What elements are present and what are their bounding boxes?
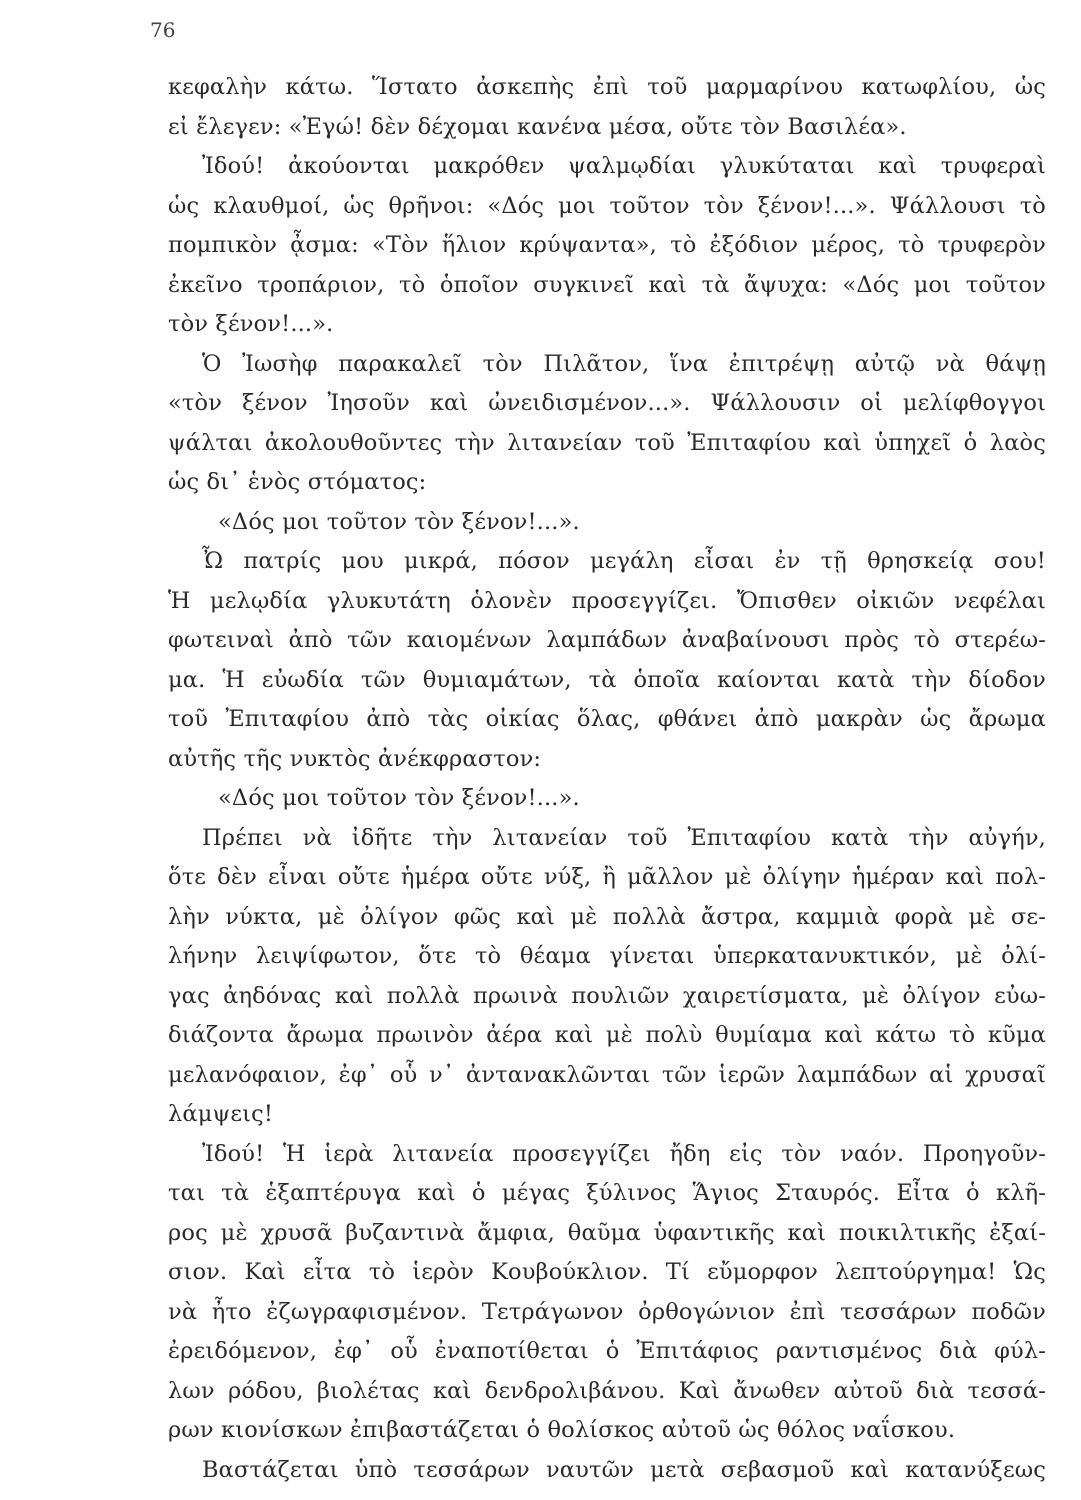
text-line: κεφαλὴν κάτω. Ἵστατο ἀσκεπὴς ἐπὶ τοῦ μαρμαρίνου κατωφλίου, ὡς <box>168 74 1046 100</box>
text-line: τοῦ Ἐπιταφίου ἀπὸ τὰς οἰκίας ὅλας, φθάνει ἀπὸ μακρὰν ὡς ἄρωμα <box>168 706 1046 732</box>
text-line: ρος μὲ χρυσᾶ βυζαντινὰ ἄμφια, θαῦμα ὑφαντικῆς καὶ ποικιλτικῆς ἐξαί- <box>168 1219 1046 1246</box>
text-line: εἰ ἔλεγεν: «Ἐγώ! δὲν δέχομαι κανένα μέσα, οὔτε τὸν Βασιλέα». <box>168 113 907 140</box>
text-line: Ἰδού! Ἡ ἱερὰ λιτανεία προσεγγίζει ἤδη εἰς τὸν ναόν. Προηγοῦν- <box>202 1140 1046 1167</box>
text-line: φωτειναὶ ἀπὸ τῶν καιομένων λαμπάδων ἀναβαίνουσι πρὸς τὸ στερέω- <box>168 627 1046 653</box>
text-line: «Δός μοι τοῦτον τὸν ξένον!...». <box>218 785 580 811</box>
text-line: Πρέπει νὰ ἰδῆτε τὴν λιτανείαν τοῦ Ἐπιταφίου κατὰ τὴν αὐγήν, <box>202 824 1046 851</box>
text-line: αὐτῆς τῆς νυκτὸς ἀνέκφραστον: <box>168 745 542 772</box>
text-line: λήνην λειψίφωτον, ὅτε τὸ θέαμα γίνεται ὑπερκατανυκτικόν, μὲ ὀλί- <box>168 943 1046 969</box>
text-line: τὸν ξένον!...». <box>168 311 334 337</box>
text-line: ρων κιονίσκων ἐπιβαστάζεται ὁ θολίσκος αὐτοῦ ὡς θόλος ναΐσκου. <box>168 1417 956 1443</box>
text-line: ὅτε δὲν εἶναι οὔτε ἡμέρα οὔτε νύξ, ἢ μᾶλλον μὲ ὀλίγην ἡμέραν καὶ πολ- <box>168 864 1046 890</box>
text-line: Ὦ πατρίς μου μικρά, πόσον μεγάλη εἶσαι ἐν τῇ θρησκείᾳ σου! <box>202 548 1046 574</box>
text-line: ὡς κλαυθμοί, ὡς θρῆνοι: «Δός μοι τοῦτον τὸν ξένον!...». Ψάλλουσι τὸ <box>168 192 1046 219</box>
text-line: πομπικὸν ᾆσμα: «Τὸν ἥλιον κρύψαντα», τὸ ἐξόδιον μέρος, τὸ τρυφερὸν <box>168 232 1046 258</box>
text-line: «Δός μοι τοῦτον τὸν ξένον!...». <box>218 508 580 535</box>
text-line: ὡς δι᾽ ἑνὸς στόματος: <box>168 469 427 495</box>
text-line: Ἰδού! ἀκούονται μακρόθεν ψαλμῳδίαι γλυκύταται καὶ τρυφεραὶ <box>202 153 1046 179</box>
text-line: Ὁ Ἰωσὴφ παρακαλεῖ τὸν Πιλᾶτον, ἵνα ἐπιτρέψῃ αὐτῷ νὰ θάψῃ <box>202 350 1046 377</box>
text-line: Ἡ μελῳδία γλυκυτάτη ὁλονὲν προσεγγίζει. Ὄπισθεν οἰκιῶν νεφέλαι <box>168 587 1046 614</box>
text-line: ται τὰ ἑξαπτέρυγα καὶ ὁ μέγας ξύλινος Ἅγιος Σταυρός. Εἶτα ὁ κλῆ- <box>168 1180 1046 1206</box>
text-line: Βαστάζεται ὑπὸ τεσσάρων ναυτῶν μετὰ σεβασμοῦ καὶ κατανύξεως <box>202 1456 1046 1483</box>
text-line: ἐρειδόμενον, ἐφ᾽ οὗ ἐναποτίθεται ὁ Ἐπιτάφιος ραντισμένος διὰ φύλ- <box>168 1338 1046 1364</box>
text-line: γας ἀηδόνας καὶ πολλὰ πρωινὰ πουλιῶν χαιρετίσματα, μὲ ὀλίγον εὐω- <box>168 982 1046 1009</box>
text-line: νὰ ἦτο ἐζωγραφισμένον. Τετράγωνον ὀρθογώνιον ἐπὶ τεσσάρων ποδῶν <box>168 1298 1046 1325</box>
text-line: μελανόφαιον, ἐφ᾽ οὗ ν᾽ ἀντανακλῶνται τῶν ἱερῶν λαμπάδων αἱ χρυσαῖ <box>168 1061 1046 1088</box>
text-line: ψάλται ἀκολουθοῦντες τὴν λιτανείαν τοῦ Ἐπιταφίου καὶ ὑπηχεῖ ὁ λαὸς <box>168 429 1046 456</box>
text-line: μα. Ἡ εὐωδία τῶν θυμιαμάτων, τὰ ὁποῖα καίονται κατὰ τὴν δίοδον <box>168 666 1046 693</box>
text-line: σιον. Καὶ εἶτα τὸ ἱερὸν Κουβούκλιον. Τί εὔμορφον λεπτούργημα! Ὡς <box>168 1259 1046 1285</box>
body-text <box>168 68 1046 1490</box>
text-line: λὴν νύκτα, μὲ ὀλίγον φῶς καὶ μὲ πολλὰ ἄστρα, καμμιὰ φορὰ μὲ σε- <box>168 903 1046 930</box>
text-line: λων ρόδου, βιολέτας καὶ δενδρολιβάνου. Καὶ ἄνωθεν αὐτοῦ διὰ τεσσά- <box>168 1377 1046 1404</box>
text-line: λάμψεις! <box>168 1101 274 1127</box>
text-line: διάζοντα ἄρωμα πρωινὸν ἀέρα καὶ μὲ πολὺ θυμίαμα καὶ κάτω τὸ κῦμα <box>168 1022 1046 1048</box>
page-number: 76 <box>150 18 176 42</box>
text-line: ἐκεῖνο τροπάριον, τὸ ὁποῖον συγκινεῖ καὶ τὰ ἄψυχα: «Δός μοι τοῦτον <box>168 271 1046 298</box>
text-line: «τὸν ξένον Ἰησοῦν καὶ ὠνειδισμένον...». Ψάλλουσιν οἱ μελίφθογγοι <box>168 390 1046 416</box>
